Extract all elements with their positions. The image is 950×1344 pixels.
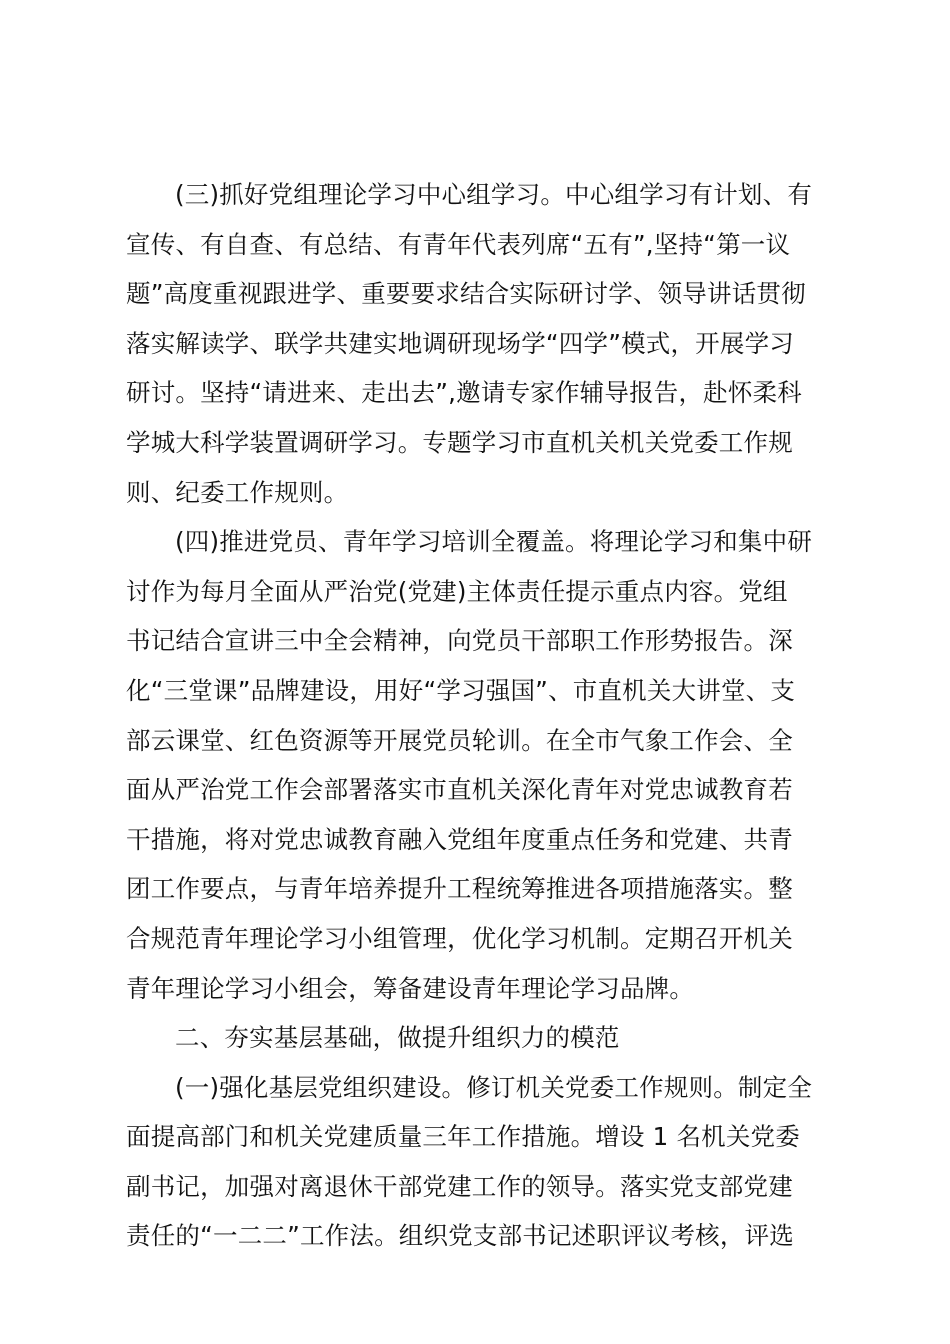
paragraph-line: 学城大科学装置调研学习。专题学习市直机关机关党委工作规 <box>126 427 793 457</box>
paragraph-line: (四)推进党员、青年学习培训全覆盖。将理论学习和集中研 <box>175 527 813 557</box>
paragraph-line: 面从严治党工作会部署落实市直机关深化青年对党忠诚教育若 <box>126 775 793 805</box>
paragraph-four <box>126 517 834 1013</box>
paragraph-line: 题”高度重视跟进学、重要要求结合实际研讨学、领导讲话贯彻 <box>126 279 806 309</box>
document-body <box>126 170 834 1261</box>
paragraph-line: 则、纪委工作规则。 <box>126 477 349 507</box>
paragraph-line: 落实解读学、联学共建实地调研现场学“四学”模式，开展学习 <box>126 328 794 358</box>
paragraph-line: (一)强化基层党组织建设。修订机关党委工作规则。制定全 <box>175 1072 813 1102</box>
paragraph-line: 部云课堂、红色资源等开展党员轮训。在全市气象工作会、全 <box>126 725 793 755</box>
section-heading: 二、夯实基层基础，做提升组织力的模范 <box>175 1023 620 1053</box>
paragraph-line: 化“三堂课”品牌建设，用好“学习强国”、市直机关大讲堂、支 <box>126 675 796 705</box>
paragraph-line: 宣传、有自查、有总结、有青年代表列席“五有”,坚持“第一议 <box>126 229 791 259</box>
paragraph-line: 讨作为每月全面从严治党(党建)主体责任提示重点内容。党组 <box>126 576 788 606</box>
paragraph-line: 面提高部门和机关党建质量三年工作措施。增设 1 名机关党委 <box>126 1122 800 1152</box>
paragraph-one <box>126 1063 834 1261</box>
paragraph-line: 干措施，将对党忠诚教育融入党组年度重点任务和党建、共青 <box>126 824 793 854</box>
paragraph-line: 书记结合宣讲三中全会精神，向党员干部职工作形势报告。深 <box>126 626 793 656</box>
paragraph-three <box>126 170 834 517</box>
paragraph-line: (三)抓好党组理论学习中心组学习。中心组学习有计划、有 <box>175 180 813 209</box>
paragraph-line: 责任的“一二二”工作法。组织党支部书记述职评议考核，评选 <box>126 1221 794 1251</box>
paragraph-line: 青年理论学习小组会，筹备建设青年理论学习品牌。 <box>126 973 695 1003</box>
paragraph-line: 副书记，加强对离退休干部党建工作的领导。落实党支部党建 <box>126 1171 793 1201</box>
paragraph-line: 合规范青年理论学习小组管理，优化学习机制。定期召开机关 <box>126 923 793 953</box>
paragraph-line: 团工作要点，与青年培养提升工程统筹推进各项措施落实。整 <box>126 874 793 904</box>
paragraph-line: 研讨。坚持“请进来、走出去”,邀请专家作辅导报告，赴怀柔科 <box>126 378 802 408</box>
